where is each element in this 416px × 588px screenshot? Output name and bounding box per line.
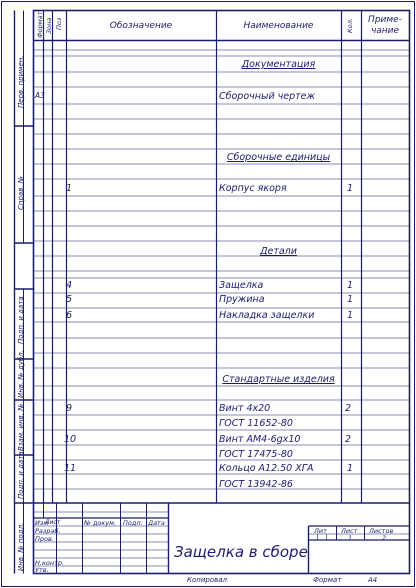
std9-pos: 9 bbox=[66, 403, 73, 414]
tb-list-val: 1 bbox=[348, 534, 353, 542]
section-documentation: Документация bbox=[241, 59, 316, 70]
doc-format: А3 bbox=[35, 91, 45, 100]
side-sprav: Справ. № bbox=[17, 175, 25, 210]
tb-list2: Лист bbox=[341, 527, 358, 535]
tb-razrab: Разраб. bbox=[35, 527, 61, 535]
std11-std: ГОСТ 13942-86 bbox=[219, 479, 293, 490]
header-name: Наименование bbox=[243, 21, 314, 31]
footer-format-val: А4 bbox=[368, 576, 378, 584]
side-inv-dubl: Инв. № дубл. bbox=[17, 350, 25, 398]
side-podp-data-2: Подп. и дата bbox=[17, 451, 25, 499]
part6-name: Накладка защелки bbox=[219, 310, 315, 321]
std11-pos: 11 bbox=[64, 463, 77, 474]
tb-utv: Утв. bbox=[35, 566, 49, 574]
side-perv-primen: Перв. примен. bbox=[17, 55, 25, 108]
asm1-pos: 1 bbox=[66, 183, 73, 194]
section-parts: Детали bbox=[260, 246, 297, 257]
header-zone: Зона bbox=[45, 17, 53, 34]
header-format: Формат bbox=[36, 11, 44, 38]
std9-qty: 2 bbox=[345, 403, 352, 414]
std10-pos: 10 bbox=[64, 434, 77, 445]
asm1-name: Корпус якоря bbox=[219, 183, 287, 194]
std9-std: ГОСТ 11652-80 bbox=[219, 418, 293, 429]
part6-pos: 6 bbox=[66, 310, 73, 321]
asm1-qty: 1 bbox=[347, 183, 354, 194]
part6-qty: 1 bbox=[347, 310, 354, 321]
std10-std: ГОСТ 17475-80 bbox=[219, 449, 293, 460]
doc-name: Сборочный чертеж bbox=[219, 91, 316, 102]
std11-qty: 1 bbox=[347, 463, 354, 474]
tb-prov: Пров. bbox=[35, 535, 54, 543]
side-podp-data-1: Подп. и дата bbox=[17, 296, 25, 344]
part5-qty: 1 bbox=[347, 294, 354, 305]
header-designation: Обозначение bbox=[109, 21, 173, 31]
part4-qty: 1 bbox=[347, 280, 354, 291]
side-vzam-inv: Взам. инв. № bbox=[17, 403, 25, 451]
header-note-1: Приме- bbox=[368, 15, 402, 25]
tb-listov-val: 2 bbox=[382, 534, 387, 542]
header-pos: Поз bbox=[55, 17, 63, 30]
footer-format: Формат bbox=[313, 576, 342, 584]
part4-name: Защелка bbox=[219, 280, 264, 291]
std10-qty: 2 bbox=[345, 434, 352, 445]
header-qty: Кол. bbox=[346, 18, 354, 33]
section-assembly-units: Сборочные единицы bbox=[226, 152, 331, 163]
std10-name: Винт АМ4-6gх10 bbox=[219, 434, 301, 445]
part5-pos: 5 bbox=[66, 294, 73, 305]
part5-name: Пружина bbox=[219, 294, 265, 305]
tb-podp: Подп. bbox=[123, 519, 143, 527]
tb-n-kontr: Н.контр. bbox=[35, 559, 65, 567]
tb-izm: Изм bbox=[35, 519, 49, 527]
std9-name: Винт 4х20 bbox=[219, 403, 271, 414]
footer-kopiroval: Копировал bbox=[187, 576, 227, 584]
tb-list: Лист bbox=[45, 519, 61, 526]
tb-doc-no: № докум. bbox=[84, 519, 117, 527]
tb-listov: Листов bbox=[369, 527, 394, 535]
side-inv-podl: Инв. № подл. bbox=[17, 522, 25, 571]
tb-lit: Лит bbox=[314, 527, 327, 535]
part4-pos: 4 bbox=[66, 280, 73, 291]
std11-name: Кольцо А12.50 ХГА bbox=[219, 463, 314, 474]
header-note-2: чание bbox=[370, 26, 400, 36]
section-standard-items: Стандартные изделия bbox=[222, 374, 335, 385]
tb-title: Защелка в сборе bbox=[174, 543, 308, 561]
tb-data: Дата bbox=[148, 519, 165, 527]
